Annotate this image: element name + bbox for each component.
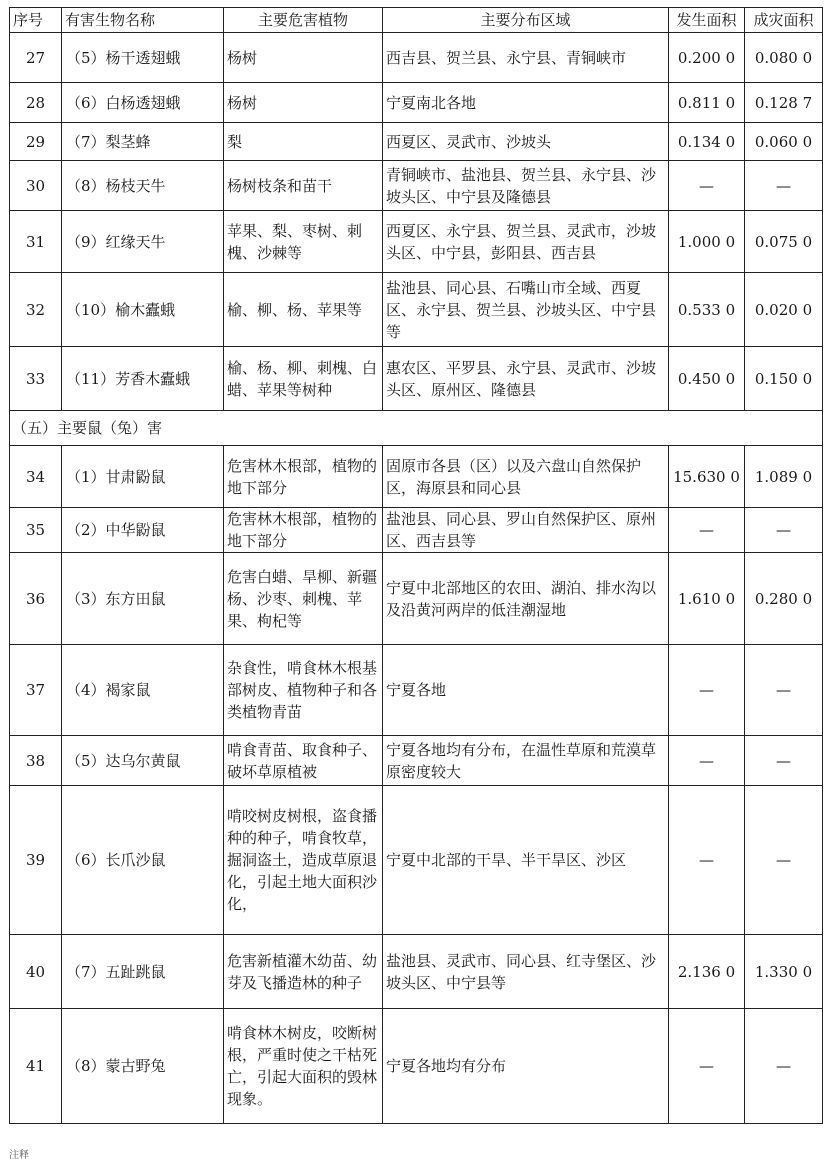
table-row <box>10 645 823 736</box>
disaster-area: — <box>745 508 823 553</box>
disaster-area: — <box>745 645 823 736</box>
table-row <box>10 553 823 645</box>
row-number: 29 <box>10 123 62 161</box>
table-row <box>10 508 823 553</box>
table-row <box>10 347 823 411</box>
row-number: 31 <box>10 211 62 273</box>
header-name: 有害生物名称 <box>62 8 224 33</box>
distribution-region: 盐池县、同心县、石嘴山市全域、西夏区、永宁县、贺兰县、沙坡头区、中宁县等 <box>383 273 669 347</box>
occurrence-area: 0.134 0 <box>669 123 745 161</box>
pest-name: （9）红缘天牛 <box>62 211 224 273</box>
disaster-area: — <box>745 1009 823 1124</box>
distribution-region: 宁夏各地 <box>383 645 669 736</box>
distribution-region: 青铜峡市、盐池县、贺兰县、永宁县、沙坡头区、中宁县及隆德县 <box>383 161 669 211</box>
distribution-region: 固原市各县（区）以及六盘山自然保护区，海原县和同心县 <box>383 446 669 508</box>
table-row <box>10 273 823 347</box>
occurrence-area: — <box>669 508 745 553</box>
table-row <box>10 33 823 83</box>
disaster-area: 0.128 7 <box>745 83 823 123</box>
disaster-area: 1.089 0 <box>745 446 823 508</box>
header-occurrence-area: 发生面积 <box>669 8 745 33</box>
row-number: 36 <box>10 553 62 645</box>
row-number: 37 <box>10 645 62 736</box>
row-number: 34 <box>10 446 62 508</box>
host-plants: 啃咬树皮树根，盗食播种的种子，啃食牧草，掘洞盗土，造成草原退化，引起土地大面积沙化， <box>224 786 383 935</box>
occurrence-area: 1.610 0 <box>669 553 745 645</box>
host-plants: 危害新植灌木幼苗、幼芽及飞播造林的种子 <box>224 935 383 1009</box>
disaster-area: 0.060 0 <box>745 123 823 161</box>
occurrence-area: 1.000 0 <box>669 211 745 273</box>
pest-name: （1）甘肃鼢鼠 <box>62 446 224 508</box>
pest-name: （5）达乌尔黄鼠 <box>62 736 224 786</box>
host-plants: 啃食林木树皮，咬断树根，严重时使之干枯死亡，引起大面积的毁林现象。 <box>224 1009 383 1124</box>
occurrence-area: 0.811 0 <box>669 83 745 123</box>
distribution-region: 宁夏中北部地区的农田、湖泊、排水沟以及沿黄河两岸的低洼潮湿地 <box>383 553 669 645</box>
table-row <box>10 211 823 273</box>
table-row <box>10 1009 823 1124</box>
table-row <box>10 83 823 123</box>
disaster-area: 0.080 0 <box>745 33 823 83</box>
host-plants: 杨树枝条和苗干 <box>224 161 383 211</box>
row-number: 41 <box>10 1009 62 1124</box>
pest-name: （3）东方田鼠 <box>62 553 224 645</box>
occurrence-area: 0.200 0 <box>669 33 745 83</box>
disaster-area: — <box>745 786 823 935</box>
disaster-area: — <box>745 736 823 786</box>
table-row <box>10 446 823 508</box>
occurrence-area: — <box>669 645 745 736</box>
table-row <box>10 161 823 211</box>
distribution-region: 西夏区、永宁县、贺兰县、灵武市，沙坡头区、中宁县，彭阳县、西吉县 <box>383 211 669 273</box>
distribution-region: 宁夏中北部的干旱、半干旱区、沙区 <box>383 786 669 935</box>
pest-name: （4）褐家鼠 <box>62 645 224 736</box>
distribution-region: 盐池县、同心县、罗山自然保护区、原州区、西吉县等 <box>383 508 669 553</box>
distribution-region: 宁夏各地均有分布，在温性草原和荒漠草原密度较大 <box>383 736 669 786</box>
table-row <box>10 736 823 786</box>
pest-name: （8）蒙古野兔 <box>62 1009 224 1124</box>
table-row <box>10 123 823 161</box>
occurrence-area: — <box>669 736 745 786</box>
disaster-area: 0.280 0 <box>745 553 823 645</box>
disaster-area: 0.020 0 <box>745 273 823 347</box>
table-row <box>10 786 823 935</box>
row-number: 32 <box>10 273 62 347</box>
header-row <box>10 8 823 33</box>
disaster-area: — <box>745 161 823 211</box>
pest-name: （2）中华鼢鼠 <box>62 508 224 553</box>
section-row <box>10 411 823 446</box>
section-title: （五）主要鼠（兔）害 <box>10 411 823 446</box>
distribution-region: 盐池县、灵武市、同心县、红寺堡区、沙坡头区、中宁县等 <box>383 935 669 1009</box>
host-plants: 危害林木根部，植物的地下部分 <box>224 508 383 553</box>
header-disaster-area: 成灾面积 <box>745 8 823 33</box>
occurrence-area: — <box>669 786 745 935</box>
row-number: 27 <box>10 33 62 83</box>
header-no: 序号 <box>10 8 62 33</box>
host-plants: 榆、杨、柳、刺槐、白蜡、苹果等树种 <box>224 347 383 411</box>
pest-name: （10）榆木蠹蛾 <box>62 273 224 347</box>
occurrence-area: 0.533 0 <box>669 273 745 347</box>
table-row <box>10 935 823 1009</box>
occurrence-area: — <box>669 161 745 211</box>
pest-name: （11）芳香木蠹蛾 <box>62 347 224 411</box>
host-plants: 苹果、梨、枣树、刺槐、沙棘等 <box>224 211 383 273</box>
row-number: 28 <box>10 83 62 123</box>
row-number: 33 <box>10 347 62 411</box>
host-plants: 榆、柳、杨、苹果等 <box>224 273 383 347</box>
pest-name: （7）梨茎蜂 <box>62 123 224 161</box>
host-plants: 杂食性，啃食林木根基部树皮、植物种子和各类植物青苗 <box>224 645 383 736</box>
distribution-region: 西吉县、贺兰县、永宁县、青铜峡市 <box>383 33 669 83</box>
distribution-region: 宁夏各地均有分布 <box>383 1009 669 1124</box>
occurrence-area: 15.630 0 <box>669 446 745 508</box>
distribution-region: 惠农区、平罗县、永宁县、灵武市、沙坡头区、原州区、隆德县 <box>383 347 669 411</box>
row-number: 39 <box>10 786 62 935</box>
pest-name: （5）杨干透翅蛾 <box>62 33 224 83</box>
host-plants: 杨树 <box>224 33 383 83</box>
header-region: 主要分布区域 <box>383 8 669 33</box>
footer-note: 注释 <box>9 1150 29 1161</box>
pest-name: （8）杨枝天牛 <box>62 161 224 211</box>
row-number: 35 <box>10 508 62 553</box>
host-plants: 梨 <box>224 123 383 161</box>
row-number: 30 <box>10 161 62 211</box>
distribution-region: 宁夏南北各地 <box>383 83 669 123</box>
pest-table <box>9 7 823 1124</box>
host-plants: 杨树 <box>224 83 383 123</box>
host-plants: 危害林木根部，植物的地下部分 <box>224 446 383 508</box>
host-plants: 危害白蜡、旱柳、新疆杨、沙枣、刺槐、苹果、枸杞等 <box>224 553 383 645</box>
disaster-area: 0.150 0 <box>745 347 823 411</box>
pest-name: （6）长爪沙鼠 <box>62 786 224 935</box>
pest-name: （7）五趾跳鼠 <box>62 935 224 1009</box>
header-host: 主要危害植物 <box>224 8 383 33</box>
disaster-area: 1.330 0 <box>745 935 823 1009</box>
occurrence-area: 0.450 0 <box>669 347 745 411</box>
row-number: 38 <box>10 736 62 786</box>
occurrence-area: 2.136 0 <box>669 935 745 1009</box>
pest-name: （6）白杨透翅蛾 <box>62 83 224 123</box>
occurrence-area: — <box>669 1009 745 1124</box>
disaster-area: 0.075 0 <box>745 211 823 273</box>
host-plants: 啃食青苗、取食种子、破坏草原植被 <box>224 736 383 786</box>
row-number: 40 <box>10 935 62 1009</box>
distribution-region: 西夏区、灵武市、沙坡头 <box>383 123 669 161</box>
